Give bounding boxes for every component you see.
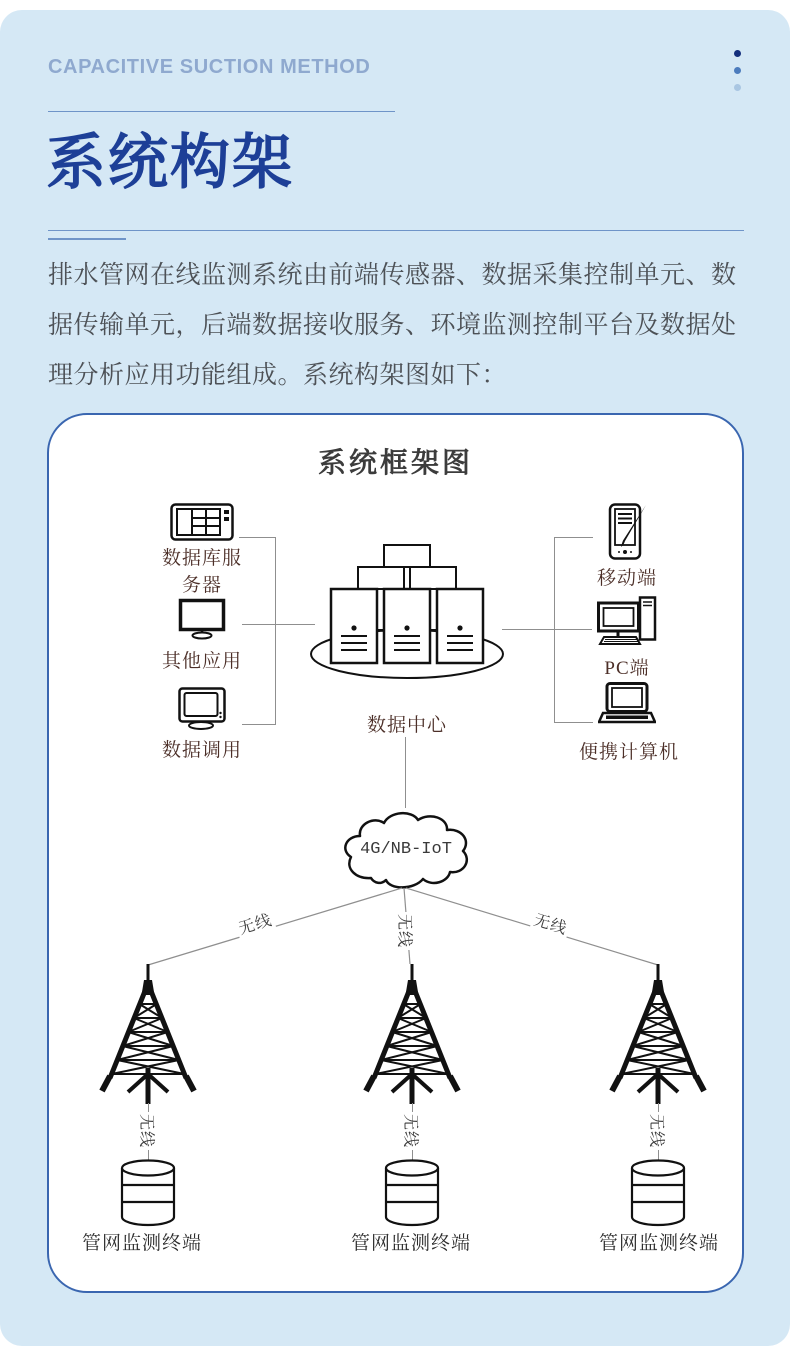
connector-line (242, 724, 276, 725)
architecture-diagram (47, 413, 744, 1293)
connector-line (554, 537, 555, 723)
terminal-label: 管网监测终端 (81, 1233, 202, 1254)
mobile-device-icon (606, 503, 648, 561)
radio-tower-icon (608, 964, 708, 1106)
paragraph-line: 理分析应用功能组成。系统构架图如下： (48, 361, 508, 389)
pc-label: PC端 (604, 658, 650, 679)
diagram-title: 系统框架图 (317, 447, 473, 478)
data-call-label: 数据调用 (161, 740, 243, 761)
terminal-label: 管网监测终端 (598, 1233, 719, 1254)
wireless-line-label: 无线 (233, 906, 276, 939)
flat-monitor-icon (178, 598, 226, 640)
connector-line (275, 537, 276, 725)
cloud-shape (338, 808, 474, 894)
portable-computer-label: 便携计算机 (578, 742, 680, 763)
intro-paragraph (48, 250, 748, 400)
cloud-label: 4G/NB-IoT (360, 840, 452, 859)
eyebrow-heading: CAPACITIVE SUCTION METHOD (48, 56, 371, 78)
connector-line (554, 722, 593, 723)
server-cluster-icon (307, 542, 507, 682)
paragraph-line: 据传输单元，后端数据接收服务、环境监测控制平台及数据处 (48, 311, 737, 339)
desktop-pc-icon (596, 596, 658, 650)
terminal-cylinder-icon (630, 1159, 686, 1227)
dot-icon (734, 84, 741, 91)
dot-icon (734, 50, 741, 57)
connector-line (554, 537, 593, 538)
dot-icon (734, 67, 741, 74)
crt-monitor-icon (178, 687, 226, 731)
connector-line (239, 537, 276, 538)
laptop-icon (598, 682, 656, 726)
title-divider (48, 230, 744, 231)
radio-tower-icon (362, 964, 462, 1106)
paragraph-line: 排水管网在线监测系统由前端传感器、数据采集控制单元、数 (48, 261, 737, 289)
connector-line (242, 624, 315, 625)
database-server-icon (170, 503, 234, 541)
wireless-line-label: 无线 (137, 1112, 160, 1150)
datacenter-label: 数据中心 (366, 715, 448, 736)
wireless-line-label: 无线 (647, 1112, 670, 1150)
decorative-dots (734, 50, 744, 101)
other-apps-label: 其他应用 (161, 651, 243, 672)
page-title: 系统构架 (46, 129, 294, 196)
radio-tower-icon (98, 964, 198, 1106)
header-divider (48, 111, 395, 112)
terminal-cylinder-icon (384, 1159, 440, 1227)
terminal-cylinder-icon (120, 1159, 176, 1227)
connector-line (405, 737, 406, 808)
wireless-line-label: 无线 (401, 1112, 424, 1150)
wireless-line-label: 无线 (529, 906, 572, 939)
connector-line (502, 629, 592, 630)
terminal-label: 管网监测终端 (350, 1233, 471, 1254)
wireless-line-label: 无线 (395, 912, 418, 950)
title-divider-accent (48, 238, 126, 240)
database-server-label: 数据库服务器 (161, 548, 242, 596)
mobile-label: 移动端 (596, 568, 658, 589)
